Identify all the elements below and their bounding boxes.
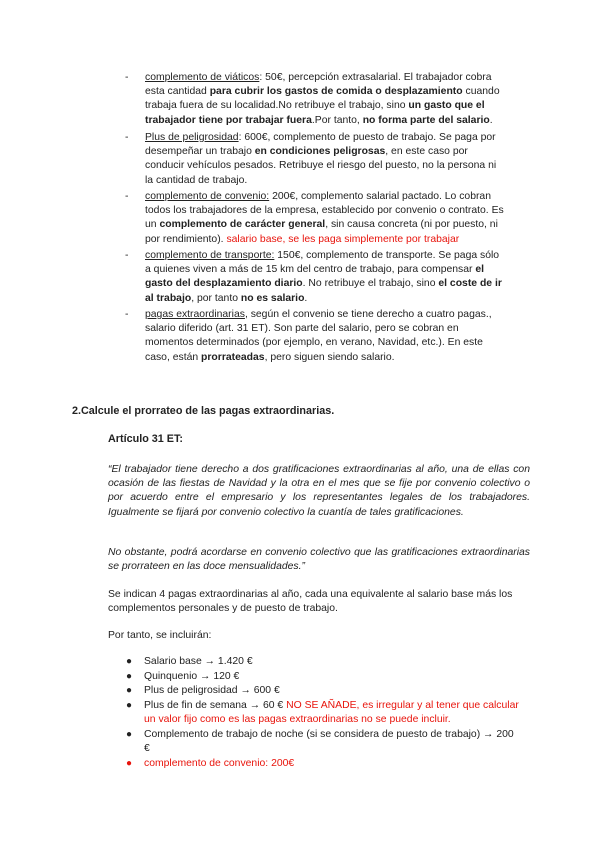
term-transporte: complemento de transporte: [145, 250, 275, 261]
list-item-pagas-extraordinarias: - pagas extraordinarias, según el convenio se tiene derecho a cuatro pagas., salario diferido (art. 31 ET). Son parte del salario, pero se cobran en momentos determinados (por ejemplo, en verano, Navidad, etc.). En este caso, están prorrateadas, pero siguen siendo salario. [125, 309, 492, 363]
section-title: 2.Calcule el prorrateo de las pagas extraordinarias. [72, 405, 335, 417]
bullet-marker: ● [126, 700, 133, 712]
bullet-marker: ● [126, 656, 133, 667]
dash-marker: - [125, 72, 129, 83]
list-item [126, 757, 521, 771]
dash-marker: - [125, 250, 129, 261]
list-item: ● Plus de fin de semana → 60 € NO SE AÑADE, es irregular y al tener que calcular un valor fijo como es las pagas extraordinarias no se puede incluir. [126, 700, 519, 726]
dash-marker: - [125, 309, 129, 320]
bullet-marker: ● [126, 757, 133, 769]
article-quote-2: No obstante, podrá acordarse en convenio colectivo que las gratificaciones extraordinarias se prorrateen en las doce mensualidades.” [108, 547, 530, 573]
term-convenio: complemento de convenio: [145, 191, 270, 202]
article-heading: Artículo 31 ET: [108, 433, 183, 445]
red-note-convenio-item: complemento de convenio: 200€ [144, 757, 295, 769]
bullet-marker: ● [126, 670, 133, 682]
term-viaticos: complemento de viáticos [145, 72, 260, 83]
list-item-convenio: - complemento de convenio: 200€, complemento salarial pactado. Lo cobran todos los trabajadores de la empresa, establecido por convenio o contrato. Es un complemento de carácter general, sin causa concreta (ni por puesto, ni por rendimiento). salario base, se les paga simplemente por trabajar [125, 191, 504, 245]
list-item: ● Plus de peligrosidad → 600 € [126, 684, 521, 698]
list-item: ● Quinquenio → 120 € [126, 670, 521, 684]
red-note-fin-de-semana: NO SE AÑADE, es irregular y al tener que calcular un valor fijo como es las pagas extraordinarias no se puede incluir. [144, 700, 519, 726]
bullet-marker: ● [126, 685, 133, 697]
article-quote-1: “El trabajador tiene derecho a dos gratificaciones extraordinarias al año, una de ellas con ocasión de las fiestas de Navidad y la otra en el mes que se fije por convenio colectivo o por acuerdo entre el empresario y los representantes legales de los trabajadores. Igualmente se fijará por convenio colectivo la cuantía de tales gratificaciones. [108, 464, 530, 518]
red-note-convenio: salario base, se les paga simplemente por trabajar [226, 233, 460, 245]
bullet-marker: ● [126, 729, 133, 741]
term-peligrosidad: Plus de peligrosidad [145, 132, 239, 143]
term-pagas: pagas extraordinarias [145, 309, 245, 320]
included-items-list [126, 655, 521, 772]
dash-marker: - [125, 132, 129, 143]
dash-marker: - [125, 191, 129, 202]
list-item-peligrosidad: - Plus de peligrosidad: 600€, complemento de puesto de trabajo. Se paga por desempeñar un trabajo en condiciones peligrosas, en este caso por conducir vehículos pesados. Retribuye el riesgo del puesto, no la persona ni la cantidad de trabajo. [125, 132, 497, 186]
paragraph-pagas: Se indican 4 pagas extraordinarias al año, cada una equivalente al salario base más los complementos personales y de puesto de trabajo. [108, 589, 513, 615]
list-item-viaticos: - complemento de viáticos: 50€, percepción extrasalarial. El trabajador cobra esta cantidad para cubrir los gastos de comida o desplazamiento cuando trabaja fuera de su localidad.No retribuye el trabajo, sino un gasto que el trabajador tiene por trabajar fuera.Por tanto, no forma parte del salario. [125, 72, 500, 126]
list-item: ● Complemento de trabajo de noche (si se considera de puesto de trabajo) → 200 € [126, 729, 514, 755]
list-item-transporte: - complemento de transporte: 150€, complemento de transporte. Se paga sólo a quienes viven a más de 15 km del centro de trabajo, para compensar el gasto del desplazamiento diario. No retribuye el trabajo, sino el coste de ir al trabajo, por tanto no es salario. [125, 250, 502, 304]
paragraph-incluiran: Por tanto, se incluirán: [108, 630, 212, 641]
list-item: ● Salario base → 1.420 € [126, 655, 521, 669]
